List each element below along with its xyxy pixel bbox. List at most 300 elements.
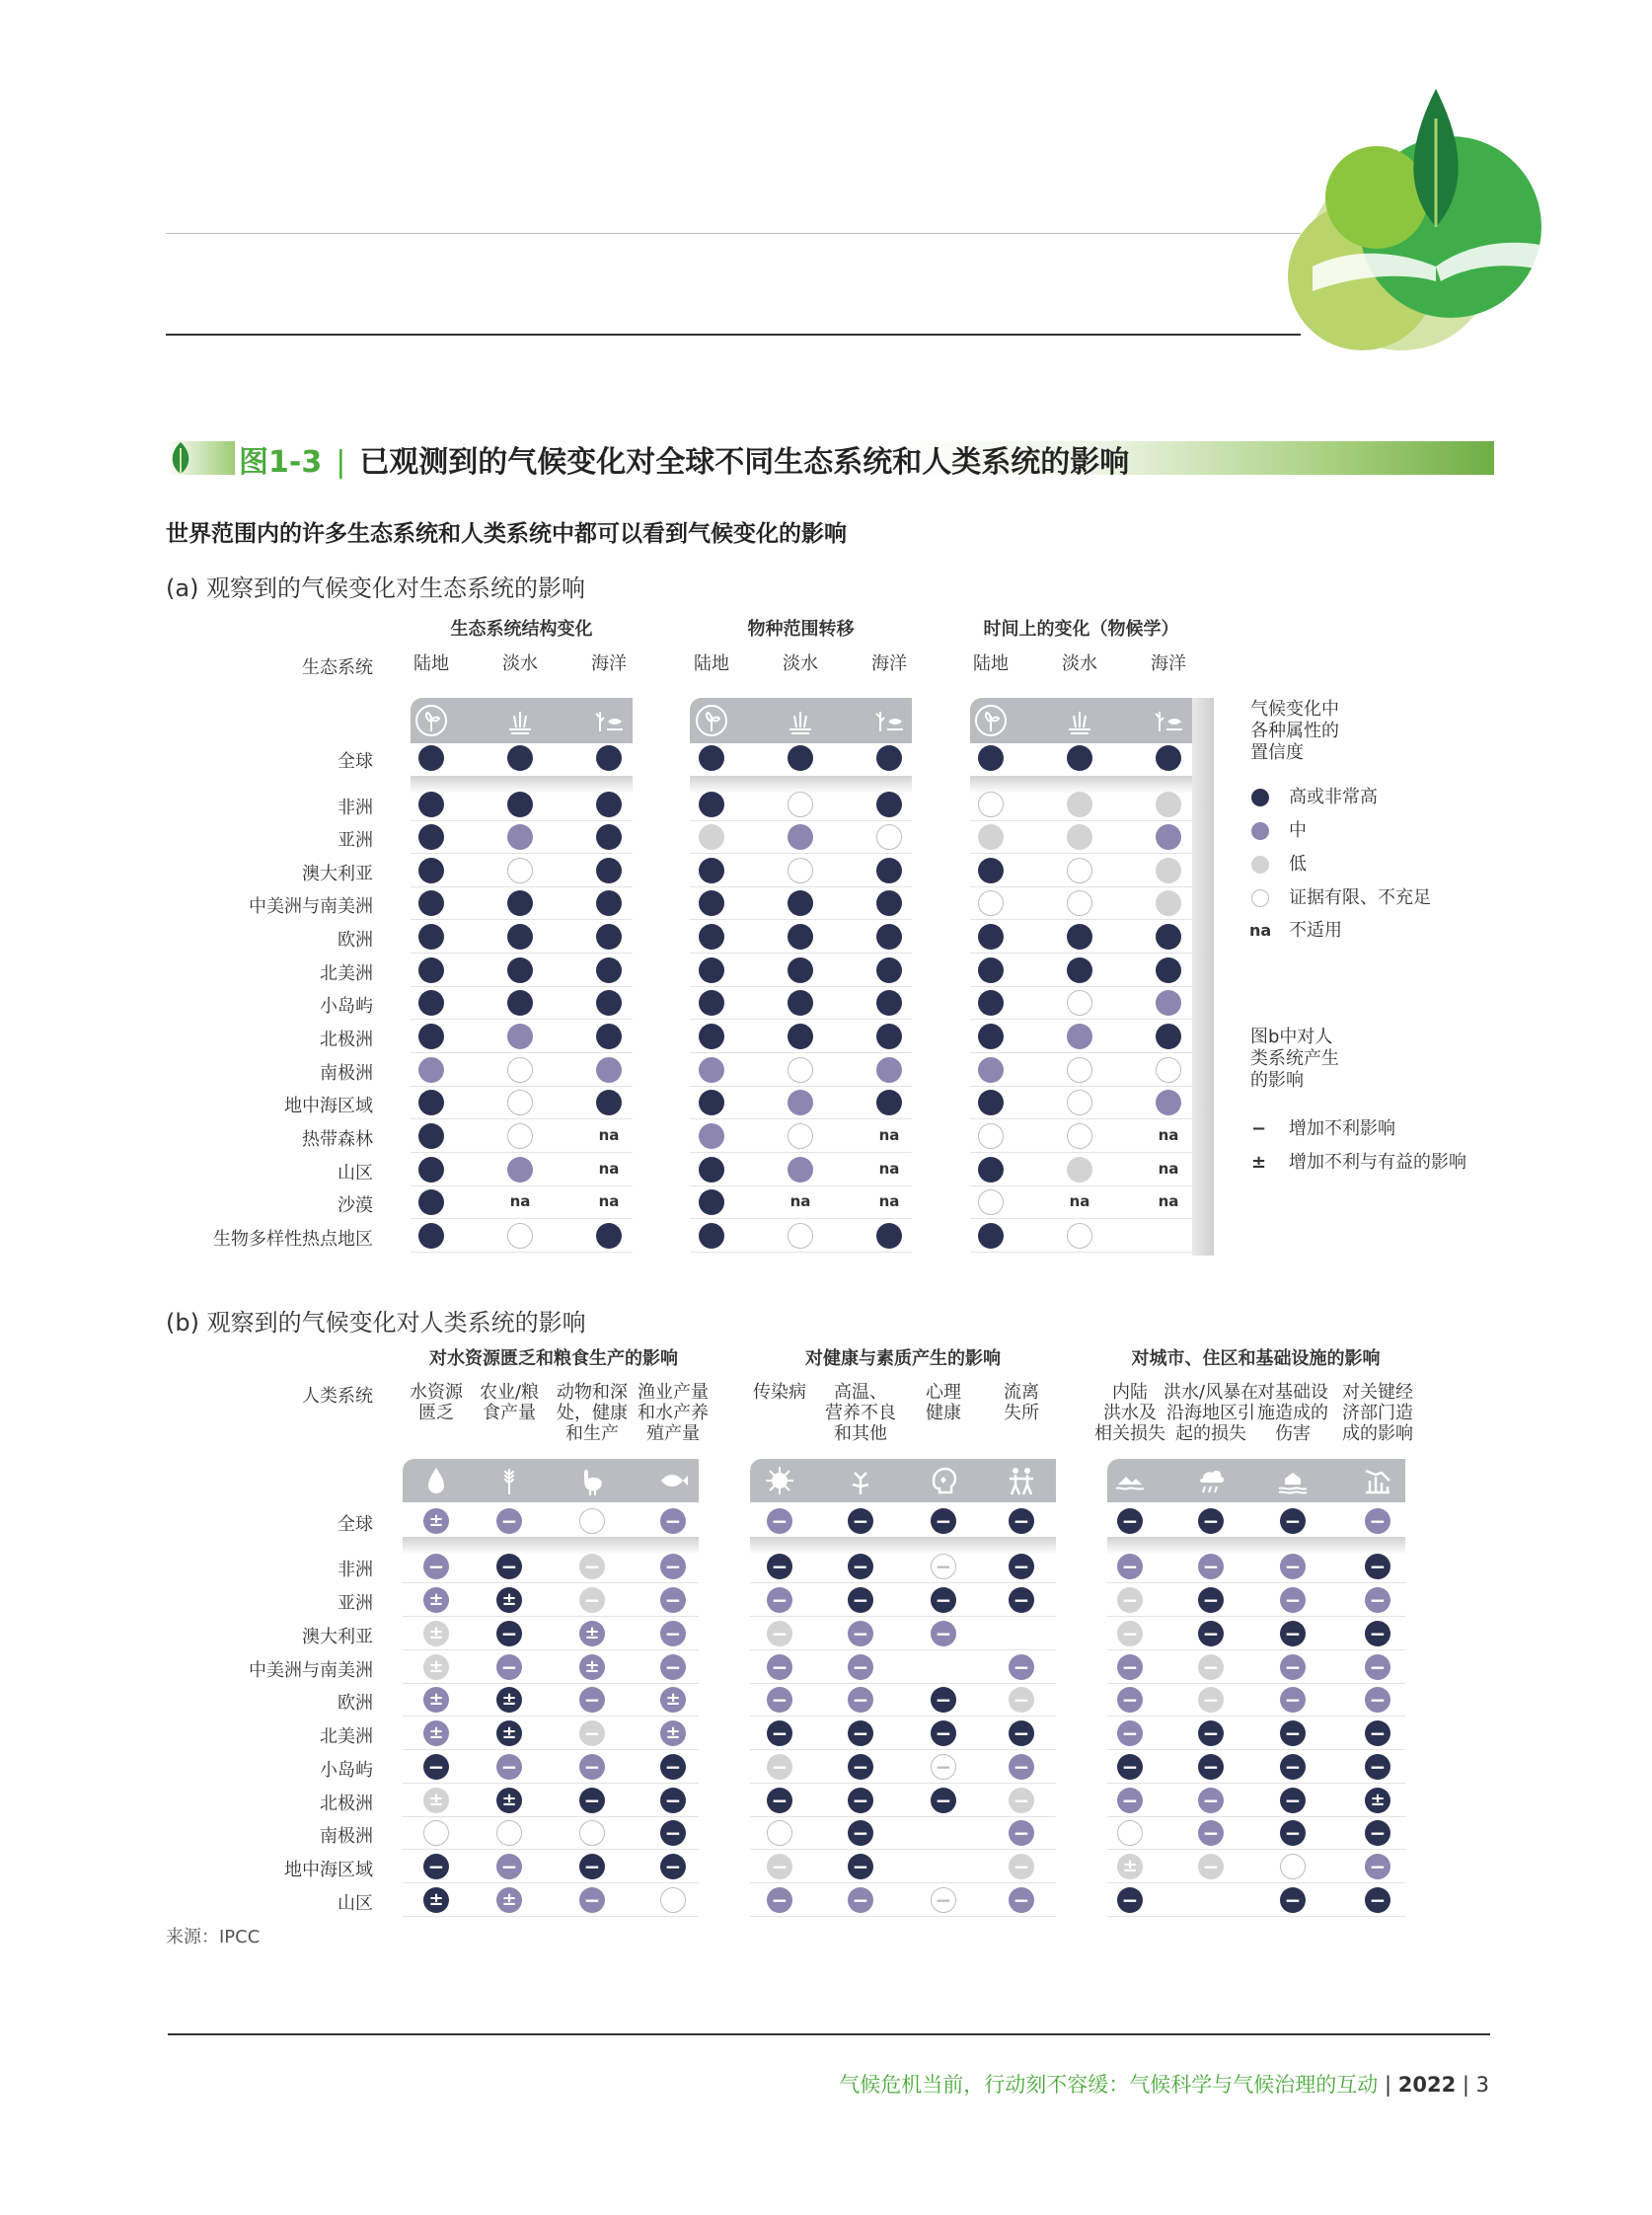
legend-dot — [1251, 856, 1269, 874]
impact-dot — [848, 1820, 873, 1846]
na-label: na — [598, 1126, 620, 1144]
minus-sign: − — [1121, 1509, 1139, 1533]
confidence-dot — [596, 924, 622, 950]
impact-dot — [1009, 1720, 1034, 1746]
part-b-row-divider — [750, 1649, 1056, 1650]
part-b-row-label: 欧洲 — [338, 1693, 373, 1714]
impact-dot — [423, 1654, 449, 1680]
minus-sign: − — [1013, 1888, 1030, 1912]
part-b-row-divider — [1107, 1649, 1405, 1650]
confidence-dot — [699, 890, 724, 916]
freshwater-plant-icon — [784, 704, 817, 737]
part-b-row-divider — [1107, 1616, 1405, 1617]
confidence-dot — [978, 890, 1004, 916]
impact-dot — [767, 1754, 792, 1780]
part-a-row-label: 北极洲 — [320, 1030, 373, 1050]
confidence-dot — [596, 1057, 622, 1083]
minus-sign: − — [935, 1509, 952, 1533]
minus-sign: − — [1369, 1555, 1387, 1578]
impact-dot — [1198, 1820, 1224, 1846]
part-a-row-divider — [970, 953, 1192, 954]
part-b-row-divider — [750, 1816, 1056, 1817]
part-a-group-header: 生态系统结构变化 — [450, 619, 593, 640]
impact-dot — [423, 1788, 449, 1813]
minus-sign: − — [1121, 1622, 1139, 1645]
part-a-row-divider — [411, 1185, 633, 1186]
minus-sign: − — [852, 1789, 869, 1812]
confidence-dot — [507, 890, 533, 916]
impact-dot — [1009, 1788, 1034, 1813]
confidence-dot — [788, 1123, 813, 1149]
confidence-dot — [1156, 890, 1181, 916]
na-label: na — [1158, 1126, 1179, 1144]
impact-dot — [423, 1820, 449, 1846]
confidence-dot — [978, 1223, 1004, 1249]
confidence-dot — [507, 957, 533, 983]
part-b-row-divider — [1107, 1916, 1405, 1917]
source-note: 来源：IPCC — [166, 1927, 261, 1948]
minus-sign: − — [1121, 1555, 1139, 1578]
confidence-dot — [978, 957, 1004, 983]
minus-sign: − — [1202, 1855, 1220, 1878]
impact-dot — [1009, 1587, 1034, 1613]
part-a-row-divider — [690, 919, 912, 920]
part-b-row-divider — [750, 1582, 1056, 1583]
part-a-row-label: 欧洲 — [338, 930, 373, 951]
minus-sign: − — [1284, 1888, 1302, 1912]
minus-sign: − — [664, 1509, 682, 1533]
impact-dot — [931, 1720, 956, 1746]
minus-sign: − — [852, 1888, 869, 1912]
inland-flood-icon — [1114, 1465, 1146, 1496]
confidence-dot — [876, 1223, 902, 1249]
impact-dot — [1117, 1587, 1143, 1613]
part-a-row-label: 北美洲 — [320, 963, 373, 984]
impact-dot — [1117, 1788, 1143, 1813]
impact-dot — [496, 1654, 522, 1680]
minus-sign: − — [1013, 1655, 1030, 1679]
confidence-dot — [1067, 824, 1092, 850]
impact-dot — [660, 1854, 686, 1879]
impact-dot — [1117, 1720, 1143, 1746]
minus-sign: − — [500, 1855, 518, 1878]
legend-plusminus-symbol: ± — [1251, 1152, 1267, 1173]
impact-dot — [1365, 1854, 1390, 1879]
minus-sign: − — [771, 1622, 788, 1645]
minus-sign: − — [500, 1655, 518, 1679]
confidence-dot — [788, 1024, 813, 1049]
part-a-row-divider — [411, 919, 633, 920]
minus-sign: − — [935, 1588, 952, 1612]
part-b-row-divider — [403, 1882, 699, 1883]
impact-dot — [848, 1654, 873, 1680]
impact-dot — [1009, 1554, 1034, 1579]
minus-sign: − — [1369, 1588, 1387, 1612]
part-a-row-divider — [690, 1019, 912, 1020]
minus-sign: − — [852, 1855, 869, 1878]
confidence-dot — [418, 1024, 444, 1049]
part-b-row-label: 北美洲 — [320, 1726, 373, 1747]
minus-sign: − — [1121, 1721, 1139, 1745]
confidence-dot — [1156, 924, 1181, 950]
minus-sign: − — [1202, 1622, 1220, 1645]
confidence-dot — [418, 990, 444, 1016]
minus-sign: − — [1369, 1755, 1387, 1779]
part-b-column-header: 渔业产量 和水产养 殖产量 — [638, 1382, 709, 1444]
impact-dot — [423, 1554, 449, 1579]
impact-dot — [848, 1587, 873, 1613]
confidence-dot — [788, 1157, 813, 1183]
part-b-row-label: 北极洲 — [320, 1794, 373, 1814]
impact-dot — [1365, 1508, 1390, 1534]
minus-sign: − — [1013, 1509, 1030, 1533]
confidence-dot — [788, 1223, 813, 1249]
impact-dot — [579, 1788, 605, 1813]
part-b-row-header: 人类系统 — [302, 1386, 373, 1407]
confidence-dot — [1156, 957, 1181, 983]
confidence-dot — [876, 858, 902, 883]
confidence-dot — [876, 824, 902, 850]
plus-minus-sign: ± — [501, 1889, 517, 1910]
minus-sign: − — [1202, 1721, 1220, 1745]
confidence-dot — [978, 745, 1004, 771]
part-a-row-divider — [970, 1252, 1192, 1253]
impact-dot — [848, 1508, 873, 1534]
impact-dot — [848, 1788, 873, 1813]
minus-sign: − — [771, 1509, 788, 1533]
part-a-column-header: 淡水 — [1062, 653, 1097, 674]
impact-dot — [1280, 1587, 1306, 1613]
confidence-dot — [1067, 957, 1092, 983]
part-a-row-divider — [970, 986, 1192, 987]
confidence-dot — [978, 824, 1004, 850]
confidence-dot — [1156, 792, 1181, 817]
leaf-icon — [168, 440, 193, 476]
impact-dot — [848, 1621, 873, 1646]
legend-label: 增加不利与有益的影响 — [1289, 1152, 1466, 1173]
confidence-dot — [699, 858, 724, 883]
part-b-title: (b) 观察到的气候变化对人类系统的影响 — [166, 1309, 586, 1337]
legend-dot — [1251, 822, 1269, 840]
part-a-row-divider — [690, 1052, 912, 1053]
part-b-row-label: 亚洲 — [338, 1593, 373, 1614]
impact-dot — [1117, 1687, 1143, 1713]
part-a-row-divider — [411, 886, 633, 887]
confidence-dot — [699, 745, 724, 771]
part-a-row-divider — [411, 1152, 633, 1153]
confidence-dot — [418, 745, 444, 771]
impact-dot — [931, 1587, 956, 1613]
confidence-dot — [1156, 824, 1181, 850]
legend-label: 中 — [1289, 820, 1307, 841]
minus-sign: − — [852, 1821, 869, 1845]
impact-dot — [579, 1508, 605, 1534]
plus-minus-sign: ± — [428, 1656, 444, 1677]
part-a-title: (a) 观察到的气候变化对生态系统的影响 — [166, 574, 586, 602]
minus-sign: − — [583, 1855, 601, 1878]
confidence-dot — [1156, 1090, 1181, 1115]
figure-title-separator: | — [336, 445, 346, 480]
impact-dot — [496, 1788, 522, 1813]
confidence-dot — [978, 792, 1004, 817]
part-b-row-label: 地中海区域 — [284, 1860, 373, 1880]
legend-label: 高或非常高 — [1289, 787, 1378, 807]
impact-dot — [660, 1508, 686, 1534]
confidence-dot — [788, 792, 813, 817]
confidence-dot — [1067, 745, 1092, 771]
legend-na-key: na — [1249, 921, 1272, 940]
impact-dot — [1365, 1754, 1390, 1780]
confidence-dot — [788, 824, 813, 850]
part-b-row-divider — [750, 1882, 1056, 1883]
impact-dot — [1198, 1587, 1224, 1613]
confidence-dot — [418, 1157, 444, 1183]
footer-separator: | — [1378, 2073, 1398, 2097]
coastal-flood-icon — [1277, 1465, 1309, 1496]
part-a-row-label: 热带森林 — [302, 1129, 373, 1150]
minus-sign: − — [664, 1755, 682, 1779]
minus-sign: − — [1013, 1588, 1030, 1612]
impact-dot — [496, 1621, 522, 1646]
part-b-group-header: 对城市、住区和基础设施的影响 — [1131, 1348, 1381, 1369]
confidence-dot — [507, 1057, 533, 1083]
confidence-dot — [699, 1057, 724, 1083]
confidence-dot — [1067, 1024, 1092, 1049]
part-a-column-header: 海洋 — [1151, 653, 1186, 674]
confidence-dot — [1067, 924, 1092, 950]
na-label: na — [1158, 1192, 1179, 1210]
part-a-row-divider — [411, 986, 633, 987]
ocean-fish-icon — [1152, 704, 1185, 737]
part-b-row-divider — [403, 1849, 699, 1850]
confidence-dot — [699, 957, 724, 983]
minus-sign: − — [583, 1555, 601, 1578]
part-b-row-divider — [750, 1616, 1056, 1617]
impact-dot — [1009, 1508, 1034, 1534]
part-b-row-label: 中美洲与南美洲 — [249, 1660, 373, 1681]
impact-dot — [1365, 1720, 1390, 1746]
impact-dot — [1198, 1754, 1224, 1780]
part-a-column-header: 陆地 — [694, 653, 729, 674]
plus-minus-sign: ± — [665, 1722, 681, 1743]
minus-sign: − — [935, 1888, 952, 1912]
impact-dot — [579, 1720, 605, 1746]
part-b-row-label: 山区 — [338, 1893, 373, 1914]
confidence-dot — [876, 745, 902, 771]
na-label: na — [1158, 1160, 1179, 1178]
impact-dot — [848, 1720, 873, 1746]
minus-sign: − — [1013, 1755, 1030, 1779]
impact-dot — [931, 1754, 956, 1780]
part-b-column-header: 传染病 — [753, 1382, 806, 1403]
impact-dot — [579, 1587, 605, 1613]
impact-dot — [1198, 1720, 1224, 1746]
impact-dot — [931, 1621, 956, 1646]
confidence-dot — [699, 1123, 724, 1149]
minus-sign: − — [771, 1755, 788, 1779]
footer-year: 2022 — [1397, 2073, 1457, 2097]
part-a-row-label: 小岛屿 — [320, 996, 373, 1017]
impact-dot — [1280, 1820, 1306, 1846]
impact-dot — [1365, 1788, 1390, 1813]
minus-sign: − — [1369, 1688, 1387, 1712]
part-a-row-divider — [411, 820, 633, 821]
minus-sign: − — [583, 1688, 601, 1712]
confidence-dot — [876, 990, 902, 1016]
minus-sign: − — [427, 1755, 445, 1779]
footer-page: 3 — [1475, 2073, 1489, 2097]
minus-sign: − — [500, 1555, 518, 1578]
part-b-column-header: 洪水/风暴在 沿海地区引 起的损失 — [1164, 1382, 1259, 1444]
minus-sign: − — [935, 1688, 952, 1712]
impact-dot — [579, 1554, 605, 1579]
part-a-row-divider — [411, 1019, 633, 1020]
confidence-dot — [788, 1057, 813, 1083]
minus-sign: − — [1013, 1789, 1030, 1812]
fish-icon — [657, 1465, 689, 1496]
confidence-dot — [596, 858, 622, 883]
impact-dot — [496, 1687, 522, 1713]
minus-sign: − — [852, 1588, 869, 1612]
part-a-row-divider — [690, 1152, 912, 1153]
impact-dot — [1280, 1720, 1306, 1746]
part-b-row-divider — [1107, 1716, 1405, 1717]
minus-sign: − — [1202, 1588, 1220, 1612]
minus-sign: − — [1369, 1855, 1387, 1878]
minus-sign: − — [1284, 1509, 1302, 1533]
part-a-column-header: 淡水 — [502, 653, 538, 674]
part-a-row-divider — [411, 1252, 633, 1253]
impact-dot — [767, 1508, 792, 1534]
footer — [839, 2069, 1489, 2099]
impact-dot — [1280, 1854, 1306, 1879]
impact-dot — [423, 1720, 449, 1746]
part-a-row-divider — [411, 1118, 633, 1119]
minus-sign: − — [1013, 1555, 1030, 1578]
impact-dot — [1117, 1621, 1143, 1646]
impact-dot — [1009, 1887, 1034, 1913]
confidence-dot — [418, 792, 444, 817]
minus-sign: − — [427, 1855, 445, 1878]
minus-sign: − — [1013, 1721, 1030, 1745]
na-label: na — [789, 1192, 811, 1210]
header-rule-dark — [166, 334, 1301, 336]
confidence-dot — [596, 745, 622, 771]
minus-sign: − — [1202, 1555, 1220, 1578]
impact-dot — [1198, 1788, 1224, 1813]
confidence-dot — [978, 858, 1004, 883]
minus-sign: − — [583, 1755, 601, 1779]
part-b-row-divider — [750, 1916, 1056, 1917]
na-label: na — [1069, 1192, 1090, 1210]
part-b-row-divider — [403, 1616, 699, 1617]
confidence-dot — [1067, 792, 1092, 817]
part-b-row-label: 小岛屿 — [320, 1760, 373, 1781]
confidence-dot — [596, 957, 622, 983]
part-a-row-label: 南极洲 — [320, 1063, 373, 1084]
part-a-row-label: 亚洲 — [338, 830, 373, 851]
confidence-dot — [876, 1024, 902, 1049]
minus-sign: − — [1284, 1721, 1302, 1745]
confidence-dot — [876, 1090, 902, 1115]
part-a-row-label: 山区 — [338, 1163, 373, 1184]
part-a-group-header: 时间上的变化（物候学） — [983, 619, 1179, 640]
minus-sign: − — [935, 1755, 952, 1779]
impact-dot — [931, 1788, 956, 1813]
impact-dot — [1198, 1508, 1224, 1534]
impact-dot — [423, 1621, 449, 1646]
part-a-row-divider — [970, 1019, 1192, 1020]
minus-sign: − — [852, 1721, 869, 1745]
confidence-dot — [978, 990, 1004, 1016]
confidence-dot — [418, 1189, 444, 1215]
impact-dot — [848, 1754, 873, 1780]
confidence-dot — [788, 745, 813, 771]
confidence-dot — [876, 890, 902, 916]
confidence-dot — [1156, 1057, 1181, 1083]
legend-minus-symbol: − — [1251, 1118, 1267, 1139]
impact-dot — [579, 1687, 605, 1713]
plus-minus-sign: ± — [501, 1589, 517, 1610]
confidence-dot — [596, 1024, 622, 1049]
impact-dot — [1117, 1854, 1143, 1879]
impact-dot — [1198, 1654, 1224, 1680]
confidence-dot — [978, 1123, 1004, 1149]
freshwater-plant-icon — [1063, 704, 1096, 737]
displacement-icon — [1006, 1465, 1037, 1496]
plus-minus-sign: ± — [428, 1722, 444, 1743]
part-a-row-divider — [970, 853, 1192, 854]
minus-sign: − — [852, 1755, 869, 1779]
part-b-global-shade — [1107, 1537, 1405, 1555]
minus-sign: − — [852, 1555, 869, 1578]
confidence-dot — [1067, 1223, 1092, 1249]
minus-sign: − — [1013, 1855, 1030, 1878]
part-a-column-header: 淡水 — [783, 653, 818, 674]
legend-label: 不适用 — [1289, 920, 1342, 941]
na-label: na — [509, 1192, 531, 1210]
impact-dot — [1198, 1687, 1224, 1713]
minus-sign: − — [500, 1622, 518, 1645]
part-a-row-divider — [970, 1185, 1192, 1186]
impact-dot — [1117, 1820, 1143, 1846]
impact-dot — [931, 1887, 956, 1913]
impact-dot — [1009, 1654, 1034, 1680]
confidence-dot — [699, 1090, 724, 1115]
impact-dot — [767, 1854, 792, 1879]
part-b-column-header: 对关键经 济部门造 成的影响 — [1342, 1382, 1413, 1444]
impact-dot — [1009, 1687, 1034, 1713]
mental-health-icon — [928, 1465, 959, 1496]
impact-dot — [496, 1508, 522, 1534]
impact-dot — [423, 1754, 449, 1780]
impact-dot — [423, 1508, 449, 1534]
impact-dot — [660, 1621, 686, 1646]
confidence-dot — [507, 745, 533, 771]
confidence-dot — [699, 990, 724, 1016]
impact-dot — [767, 1554, 792, 1579]
confidence-dot — [978, 1024, 1004, 1049]
na-label: na — [598, 1160, 620, 1178]
impact-dot — [496, 1720, 522, 1746]
economy-chart-icon — [1362, 1465, 1393, 1496]
part-b-column-header: 动物和深 处，健康 和生产 — [557, 1382, 628, 1444]
minus-sign: − — [852, 1655, 869, 1679]
minus-sign: − — [1284, 1555, 1302, 1578]
minus-sign: − — [1369, 1509, 1387, 1533]
part-a-row-divider — [411, 1052, 633, 1053]
impact-dot — [1280, 1654, 1306, 1680]
